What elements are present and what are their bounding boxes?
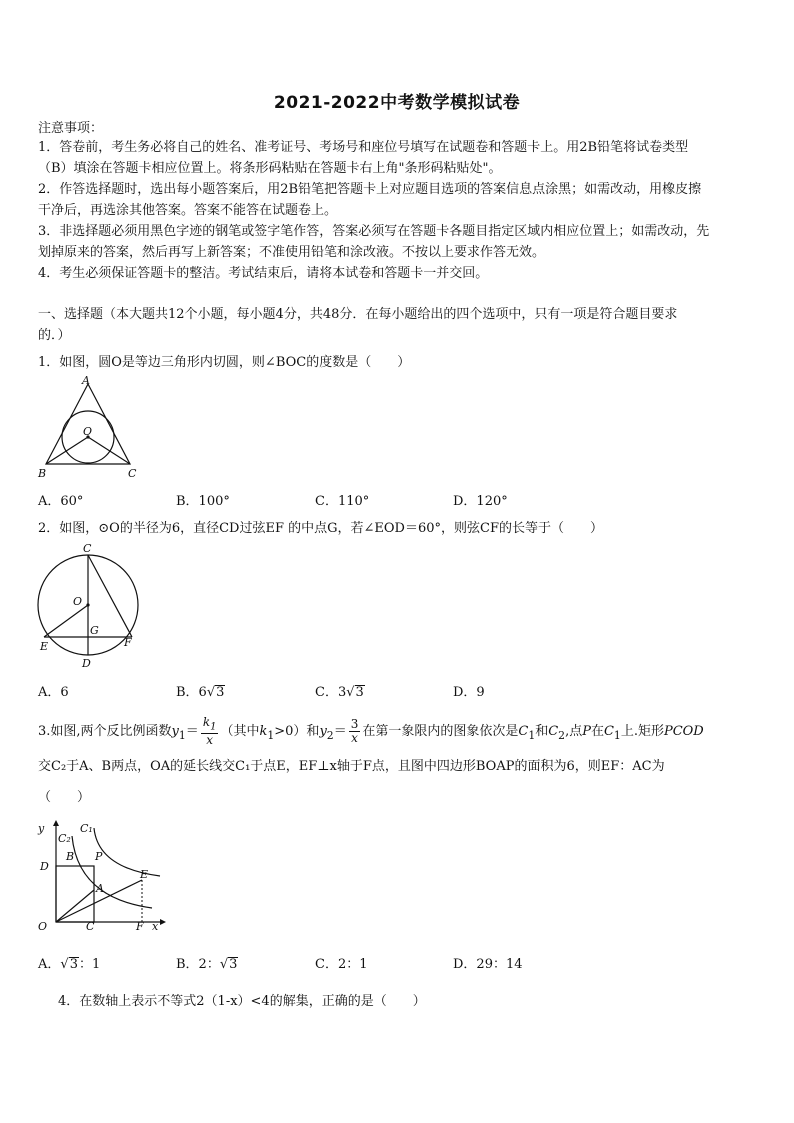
q2-option-c-radicand: 3 [355,685,364,700]
radical-icon: √ [60,957,69,972]
q3-label-d: D [40,860,49,873]
q1-label-c: C [128,467,137,480]
q3-fraction-k1 [201,716,219,747]
q3-label-c2: C₂ [58,832,71,845]
q3-text: ＝ [333,724,347,740]
q3-label-a: A [96,882,104,895]
q2-figure [36,540,144,674]
notice-line: 4．考生必须保证答题卡的整洁。考试结束后，请将本试卷和答题卡一并交回。 [38,266,489,281]
q3-label-o: O [38,920,48,933]
q2-label-o: O [73,595,83,608]
notice-line: 3．非选择题必须用黑色字迹的钢笔或签字笔作答，答案必须写在答题卡各题目指定区域内相应位置上；如需改动，先 [38,224,710,239]
q3-text: 上.矩形 [620,724,664,740]
q3-fraction-3: $\frac{3}{x}$ [350,717,359,746]
q3-sub: 1 [210,721,217,733]
notice-line: 划掉原来的答案，然后再写上新答案；不准使用铅笔和涂改液。不按以上要求作答无效。 [38,245,546,260]
q3-var: y [171,724,179,740]
q2-option-b[interactable] [176,681,225,700]
q3-option-b-text: B．2： [176,957,220,972]
q3-var: y [319,724,327,740]
q3-sub: 1 [613,728,621,742]
notice-line: 1．答卷前，考生务必将自己的姓名、准考证号、考场号和座位号填写在试题卷和答题卡上。用2B铅笔将试卷类型 [38,140,689,155]
q2-option-c[interactable] [315,681,365,700]
radical-icon: √ [346,685,355,700]
q2-label-d: D [82,657,91,670]
q2-option-c-text: C．3 [315,685,347,700]
radical-icon: √ [206,685,216,700]
q1-option-a[interactable]: A．60° [38,494,84,509]
q3-text: ,点 [565,724,583,740]
q1-stem: 1．如图，圆O是等边三角形内切圆，则∠BOC的度数是（ ） [38,355,411,370]
notice-line: （B）填涂在答题卡相应位置上。将条形码粘贴在答题卡右上角"条形码粘贴处"。 [38,161,502,176]
q2-option-b-text: B．6 [176,685,207,700]
q3-label-x: x [152,920,159,933]
q3-label-c: C [86,920,95,933]
q3-var: x [206,733,214,748]
q2-option-a[interactable]: A．6 [38,685,69,700]
q3-label-y: y [38,822,45,835]
q1-option-b[interactable]: B．100° [176,494,230,509]
q3-option-d[interactable]: D．29：14 [453,957,523,972]
q1-label-o: O [83,425,93,438]
q1-figure [36,374,146,486]
q3-rectangle-pcod [56,866,94,922]
q3-label-f: F [136,920,144,933]
q3-text: （其中 [220,724,260,740]
q2-option-b-radicand: 3 [216,685,225,700]
q3-var: k [202,715,211,729]
q3-text: 3.如图,两个反比例函数 [38,724,172,740]
q3-option-a-text: A． [38,957,61,972]
q3-option-a[interactable] [38,953,100,972]
q3-text: ＝ [185,724,199,740]
q3-y-arrow [53,820,59,826]
q3-option-a-ratio: ：1 [78,957,101,972]
q3-sub: 1 [178,728,186,742]
q3-label-c1: C₁ [80,822,93,835]
q3-option-b-radicand: 3 [229,957,238,972]
q3-x-arrow [160,919,166,925]
q3-var: PCOD [663,724,704,740]
q2-center-dot [86,603,89,606]
q3-var: C [603,724,614,740]
q2-label-c: C [83,542,92,555]
q3-label-p: P [95,850,103,863]
q3-var: P [582,724,591,740]
notice-heading: 注意事项： [38,121,104,136]
q3-sub: 1 [267,728,275,742]
q2-stem: 2．如图，⊙O的半径为6，直径CD过弦EF 的中点G，若∠EOD＝60°，则弦CF的长等于（ ） [38,521,603,536]
radical-icon: √ [219,957,229,972]
q3-stem-line2: 交C₂于A、B两点，OA的延长线交C₁于点E，EF⊥x轴于F点，且图中四边形BOAP的面积为6，则EF：AC为 [38,759,665,774]
q1-triangle [46,384,130,464]
q3-option-a-radicand: 3 [69,957,78,972]
q1-segment-ob [46,437,88,464]
q3-text: 在 [590,724,604,740]
q3-option-c[interactable]: C．2：1 [315,957,368,972]
q2-option-d[interactable]: D．9 [453,685,485,700]
q3-text: >0）和 [274,724,320,740]
q3-label-b: B [66,850,75,863]
q4-stem: 4．在数轴上表示不等式2（1-x）<4的解集，正确的是（ ） [58,994,426,1009]
q1-label-b: B [38,467,47,480]
q1-option-c[interactable]: C．110° [315,494,370,509]
section-heading-cont: 的．） [38,328,71,343]
q3-option-b[interactable] [176,953,238,972]
q2-label-e: E [40,640,49,653]
q3-stem-line3: （ ） [38,790,91,805]
q3-sub: 2 [326,728,334,742]
q3-sub: 2 [558,728,566,742]
q3-label-e: E [140,868,149,881]
q2-segment-oe [44,605,88,637]
q3-curve-c1 [94,828,160,876]
q3-var: C [548,724,559,740]
q1-option-d[interactable]: D．120° [453,494,508,509]
q1-label-a: A [82,374,90,387]
q3-text: 在第一象限内的图象依次是 [362,724,519,740]
q2-label-f: F [124,636,132,649]
section-heading: 一、选择题（本大题共12个小题，每小题4分，共48分．在每小题给出的四个选项中，只有一项是符合题目要求 [38,307,678,322]
q2-label-g: G [90,624,99,637]
q3-sub: 1 [528,728,536,742]
q3-figure [32,818,166,940]
q3-text: 和 [535,724,549,740]
q3-stem-line1 [38,716,704,750]
notice-line: 干净后，再选涂其他答案。答案不能答在试题卷上。 [38,203,338,218]
notice-line: 2．作答选择题时，选出每小题答案后，用2B铅笔把答题卡上对应题目选项的答案信息点涂黑；如需改动，用橡皮擦 [38,182,702,197]
q1-segment-oc [88,437,130,464]
q3-var: k [259,724,268,740]
q3-var: C [518,724,529,740]
page-title: 2021-2022中考数学模拟试卷 [273,93,521,113]
